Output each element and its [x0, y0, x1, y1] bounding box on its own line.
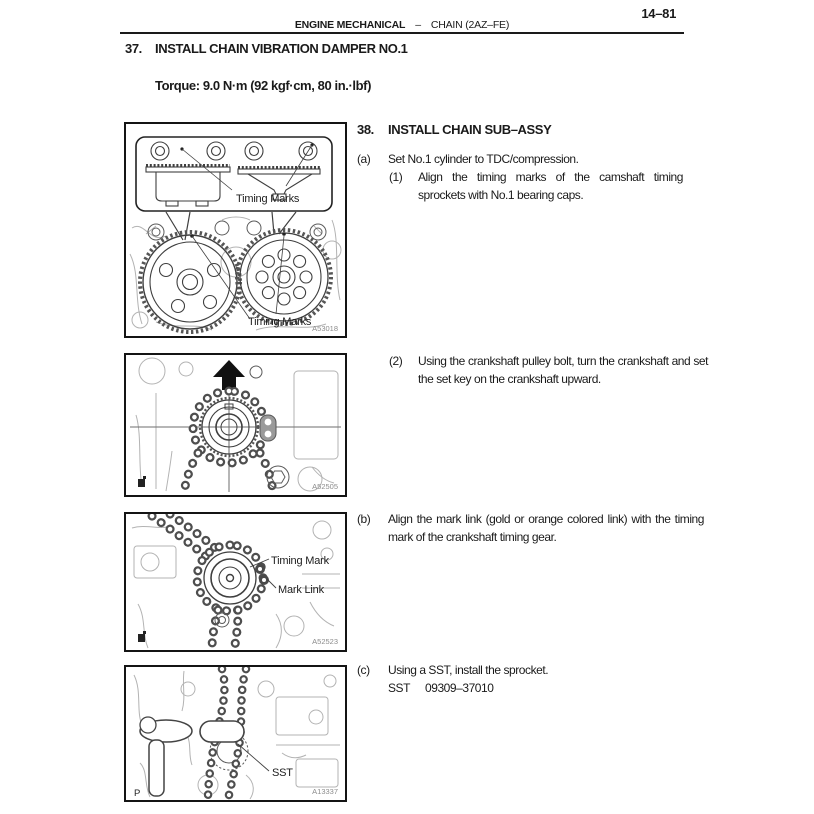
header-separator: –	[415, 19, 421, 31]
sst-label: SST	[272, 767, 293, 779]
header-rule	[120, 32, 684, 34]
step37-number: 37.	[125, 41, 142, 56]
timing-marks-inset-label: Timing Marks	[236, 193, 300, 205]
timing-mark-inset	[136, 137, 332, 211]
figure-code: A52505	[312, 482, 338, 491]
upward-arrow-icon	[213, 360, 245, 390]
step37-torque-spec: Torque: 9.0 N·m (92 kgf·cm, 80 in.·lbf)	[155, 78, 372, 93]
sub1-text: Align the timing marks of the camshaft timing sprockets with No.1 bearing caps.	[418, 170, 683, 202]
sst-illustration	[126, 667, 345, 800]
crosshair-lines	[130, 390, 341, 492]
item-a-label: (a)	[357, 152, 371, 166]
corner-mark-icon	[138, 631, 146, 642]
timing-chain	[152, 514, 263, 650]
figure-mark-link	[124, 512, 347, 652]
item-b-text: Align the mark link (gold or orange colored link) with the timing mark of the crankshaft timing gear.	[388, 512, 704, 544]
corner-letter: P	[134, 788, 141, 799]
step38-title: INSTALL CHAIN SUB–ASSY	[388, 122, 552, 137]
mark-link-illustration	[126, 514, 345, 650]
sub2-label: (2)	[389, 354, 403, 368]
item-c-label: (c)	[357, 663, 370, 677]
step38-number: 38.	[357, 122, 374, 137]
exhaust-camshaft-gear	[237, 230, 331, 324]
crankshaft-illustration	[126, 355, 345, 495]
mark-link-label: Mark Link	[278, 584, 324, 596]
item-a-text: Set No.1 cylinder to TDC/compression.	[388, 152, 579, 166]
crankshaft-timing-gear	[204, 552, 256, 604]
figure-camshaft-timing-marks	[124, 122, 347, 338]
item-c-text: Using a SST, install the sprocket.	[388, 663, 549, 677]
sub2-text: Using the crankshaft pulley bolt, turn the crankshaft and set the set key on the crankshaft upward.	[418, 354, 708, 386]
sst-spec-number: 09309–37010	[425, 681, 494, 695]
figure-sst-install	[124, 665, 347, 802]
figure-code: A52523	[312, 637, 338, 646]
highlighted-chain-link	[260, 415, 276, 441]
page-number: 14–81	[641, 6, 676, 21]
timing-mark-label: Timing Mark	[271, 555, 329, 567]
running-header	[120, 19, 684, 31]
sub1-label: (1)	[389, 170, 403, 184]
timing-marks-bottom-label: Timing Marks	[248, 316, 312, 328]
corner-mark-icon	[138, 476, 146, 487]
figure-crankshaft-set-key	[124, 353, 347, 497]
camshaft-sprockets-illustration	[126, 124, 345, 336]
figure-code: A13337	[312, 787, 338, 796]
header-section: ENGINE MECHANICAL	[294, 19, 406, 31]
item-b-label: (b)	[357, 512, 371, 526]
header-subsection: CHAIN (2AZ–FE)	[430, 19, 510, 31]
step37-title: INSTALL CHAIN VIBRATION DAMPER NO.1	[155, 41, 408, 56]
figure-code: A53018	[312, 324, 338, 333]
sst-spec-label: SST	[388, 681, 410, 695]
